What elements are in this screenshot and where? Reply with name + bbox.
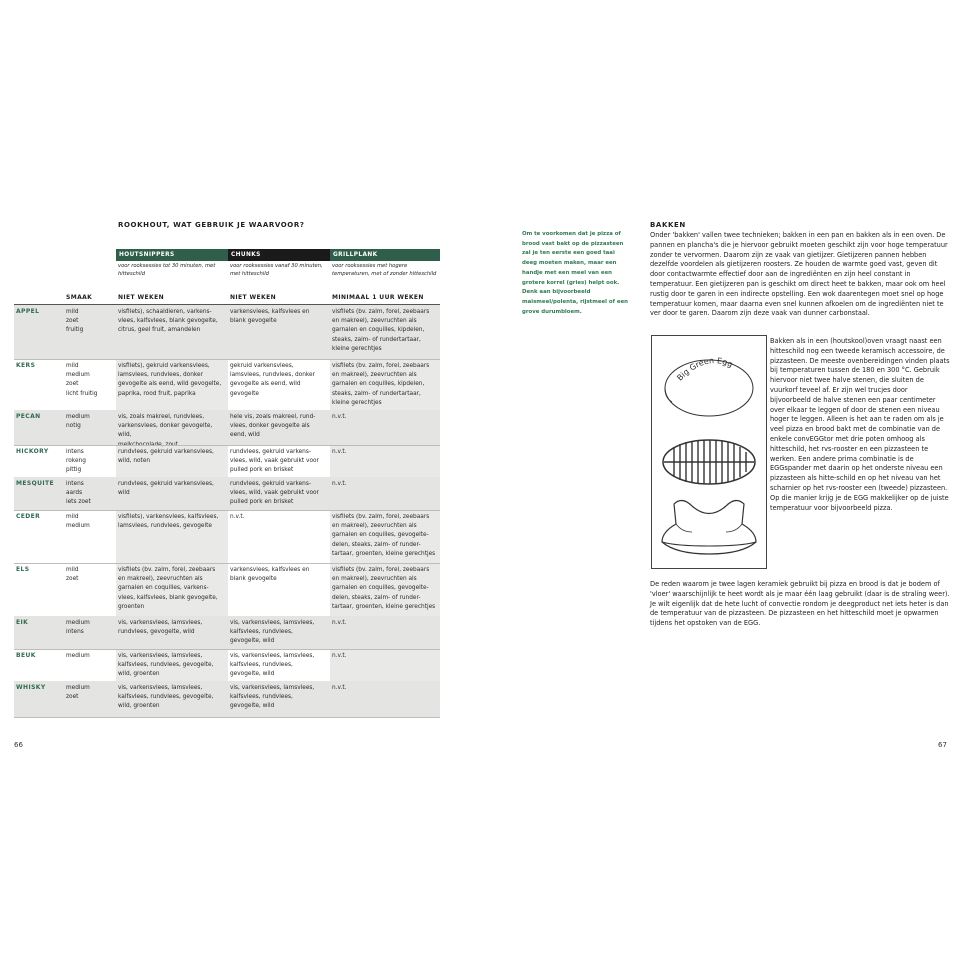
chunks-cell: rundvlees, gekruid varkens- vlees, wild, vaak gebruikt voor pulled pork en brisket (230, 449, 319, 474)
paragraph-keramiek: De reden waarom je twee lagen keramiek gebruikt bij pizza en brood is dat je bodem of 'vloer' waarschijnlijk te heet wordt als je maar één laag gebruikt (daar is de straling weer). Je wilt eigenlijk dat de hete lucht of convectie rondom je deegproduct net iets heter is dan de temperatuur van de pizzasteen. De pizzasteen en het hitteschild moet je opwarmen tijdens het opstoken van de EGG. (650, 580, 950, 628)
smoking-wood-table (14, 249, 440, 717)
grillplank-cell: visfilets (bv. zalm, forel, zeebaars en makreel), zeevruchten als garnalen en coquilles, kipdelen, steaks, zalm- of rundertartaar, kleine gerechtjes (332, 363, 430, 406)
wood-name: MESQUITE (16, 480, 54, 487)
subheader-houtsnippers: NIET WEKEN (118, 294, 165, 301)
grillplank-cell: n.v.t. (332, 653, 347, 659)
table-row (14, 445, 440, 477)
smaak-cell: medium notig (66, 414, 90, 430)
table-row (14, 649, 440, 681)
houtsnippers-cell: vis, zoals makreel, rundvlees, varkensvlees, donker gevogelte, wild, (118, 414, 213, 439)
table-row (14, 681, 440, 717)
table-row (14, 563, 440, 616)
table-row (14, 616, 440, 649)
houtsnippers-cell: vis, varkensvlees, lamsvlees, kalfsvlees, rundvlees, gevogelte, wild, groenten (118, 685, 214, 710)
side-note: Om te voorkomen dat je pizza of brood vast bakt op de pizzasteen zal je ten eerste een goed taai deeg moeten maken, maar een handje met een meel van een grotere korrel (gries) helpt ook. Denk aan bijvoorbeeld maismeel/polenta, rijstmeel of een grove durumbloem. (522, 231, 628, 315)
wood-name: ELS (16, 566, 30, 573)
paragraph-bakken: Onder 'bakken' vallen twee technieken; bakken in een pan en bakken als in een oven. De pannen en plancha's die je hiervoor gebruikt moeten geschikt zijn voor hoge temperatuur zonder te vervormen. Daarom zijn ze vaak van gietijzer. Gietijzeren pannen hebben dezelfde voordelen als gietijzeren roosters. Ze houden de warmte goed vast, geven dit door contactwarmte effectief door aan de ingrediënten en zijn heel constant in temperatuur. Een gietijzeren pan is geschikt om direct heet te bakken, maar ook om heel rustig door te garen in een indirecte opstelling. Een wok daarentegen moet snel op hoge temperatuur komen, maar daarna even snel kunnen afkoelen om de ingrediënten niet te ver door te garen. Daarom zijn deze vaak van dunner carbonstaal. (650, 231, 948, 318)
egg-accessories-drawing (652, 336, 766, 568)
chunks-cell: varkensvlees, kalfsvlees en blank gevogelte (230, 309, 310, 325)
chunks-cell: vis, varkensvlees, lamsvlees, kalfsvlees, rundvlees, gevogelte, wild (230, 620, 315, 645)
table-row (14, 359, 440, 410)
chunks-cell: varkensvlees, kalfsvlees en blank gevogelte (230, 567, 310, 583)
chunks-cell: vis, varkensvlees, lamsvlees, kalfsvlees, rundvlees, gevogelte, wild (230, 653, 315, 678)
column-header-chunks: CHUNKS (228, 249, 330, 261)
table-title: ROOKHOUT, WAT GEBRUIK JE WAARVOOR? (118, 221, 305, 229)
houtsnippers-cell: rundvlees, gekruid varkensvlees, wild (118, 481, 214, 497)
houtsnippers-cell: visfilets), schaaldieren, varkens- vlees, kalfsvlees, blank gevogelte, citrus, geel fruit, amandelen (118, 309, 218, 334)
houtsnippers-cell: visfilets), gekruid varkensvlees, lamsvlees, rundvlees, donker gevogelte als eend, wild gevogelte, paprika, rood fruit, paprika (118, 363, 222, 397)
houtsnippers-cell: rundvlees, gekruid varkensvlees, wild, noten (118, 449, 214, 465)
smaak-header: SMAAK (66, 294, 93, 301)
chunks-cell: vis, varkensvlees, lamsvlees, kalfsvlees, rundvlees, gevogelte, wild (230, 685, 315, 710)
smaak-cell: mild medium zoet licht fruitig (66, 363, 98, 397)
egg-logo-text: Big Green Egg (675, 356, 735, 383)
chunks-cell: rundvlees, gekruid varkens- vlees, wild, vaak gebruikt voor pulled pork en brisket (230, 481, 319, 506)
grillplank-cell: n.v.t. (332, 449, 347, 455)
wood-name: KERS (16, 362, 36, 369)
houtsnippers-cell: vis, varkensvlees, lamsvlees, kalfsvlees, rundvlees, gevogelte, wild, groenten (118, 653, 214, 678)
grillplank-cell: visfilets (bv. zalm, forel, zeebaars en makreel), zeevruchten als garnalen en coquilles, gevogelte- delen, steaks, zalm- of runder- tartaar, groenten, kleine gerechtjes (332, 567, 436, 610)
column-note-grillplank: voor rooksessies met hogere temperaturen, met of zonder hitteschild (332, 263, 437, 277)
smaak-cell: medium zoet (66, 685, 90, 701)
houtsnippers-cell: vis, varkensvlees, lamsvlees, rundvlees, gevogelte, wild (118, 620, 203, 636)
smaak-cell: medium (66, 653, 90, 659)
pizzastone-illustration (651, 335, 767, 569)
grillplank-cell: n.v.t. (332, 620, 347, 626)
grillplank-cell: n.v.t. (332, 481, 347, 487)
table-row (14, 410, 440, 445)
smaak-cell: mild zoet fruitig (66, 309, 84, 334)
wood-name: APPEL (16, 308, 40, 315)
wood-name: BEUK (16, 652, 36, 659)
paragraph-oven: Bakken als in een (houtskool)oven vraagt naast een hitteschild nog een tweede keramisch accessoire, de pizzasteen. De meeste ovenbereidingen vinden plaats bij temperaturen tussen de 180 en 300 °C. Gebruik hiervoor niet twee halve stenen, die sluiten de vuurkorf teveel af. Er zijn wel trucjes door bijvoorbeeld de halve stenen een paar centimeter over elkaar te leggen of door de stenen een niveau hoger te leggen. Alleen is het aan te raden om als je veel pizza en brood bakt met de combinatie van de enkele convEGGtor met drie poten omhoog als hitteschild, het rvs-rooster en een pizzasteen te werken. Een andere prima combinatie is de EGGspander met daarin op het onderste niveau een pizzasteen als hitte-schild en op het niveau van het scharnier op het rvs-rooster een (tweede) pizzasteen. Op die manier krijg je de EGG makkelijker op de juiste temperatuur voor bijvoorbeeld pizza. (770, 337, 950, 512)
wood-name: PECAN (16, 413, 41, 420)
smaak-cell: intens rokeng pittig (66, 449, 86, 474)
subheader-grillplank: MINIMAAL 1 UUR WEKEN (332, 294, 424, 301)
grillplank-cell: visfilets (bv. zalm, forel, zeebaars en makreel), zeevruchten als garnalen en coquilles, kipdelen, steaks, zalm- of rundertartaar, kleine gerechtjes (332, 309, 430, 352)
wood-name: CEDER (16, 513, 41, 520)
row-divider (14, 717, 440, 718)
subheader-chunks: NIET WEKEN (230, 294, 277, 301)
wood-name: EIK (16, 619, 29, 626)
wood-name: WHISKY (16, 684, 46, 691)
smaak-cell: mild medium (66, 514, 90, 530)
chunks-cell: n.v.t. (230, 514, 245, 520)
column-note-chunks: voor rooksessies vanaf 30 minuten, met hitteschild (230, 263, 323, 277)
houtsnippers-cell: visfilets), varkensvlees, kalfsvlees, lamsvlees, rundvlees, gevogelte (118, 514, 219, 530)
table-row (14, 305, 440, 359)
table-row (14, 510, 440, 563)
column-note-houtsnippers: voor rooksessies tot 30 minuten, met hitteschild (118, 263, 216, 277)
grillplank-cell: n.v.t. (332, 685, 347, 691)
smaak-cell: medium intens (66, 620, 90, 636)
section-title: BAKKEN (650, 221, 686, 229)
column-header-grillplank: GRILLPLANK (330, 249, 440, 261)
houtsnippers-cell: visfilets (bv. zalm, forel, zeebaars en makreel), zeevruchten als garnalen en coquilles, varkens- vlees, kalfsvlees, blank gevogelte, groenten (118, 567, 218, 610)
wood-name: HICKORY (16, 448, 49, 455)
smaak-cell: mild zoet (66, 567, 79, 583)
smaak-cell: intens aards iets zoet (66, 481, 91, 506)
grillplank-cell: visfilets (bv. zalm, forel, zeebaars en makreel), zeevruchten als garnalen en coquilles, gevogelte- delen, steaks, zalm- of runder- tartaar, groenten, kleine gerechtjes (332, 514, 436, 557)
grillplank-cell: n.v.t. (332, 414, 347, 420)
chunks-cell: gekruid varkensvlees, lamsvlees, rundvlees, donker gevogelte als eend, wild gevogelte (230, 363, 316, 397)
chunks-cell: hele vis, zoals makreel, rund- vlees, donker gevogelte als eend, wild (230, 414, 316, 439)
page-number-right: 67 (938, 741, 947, 749)
page-number-left: 66 (14, 741, 23, 749)
table-row (14, 477, 440, 510)
column-header-houtsnippers: HOUTSNIPPERS (116, 249, 228, 261)
